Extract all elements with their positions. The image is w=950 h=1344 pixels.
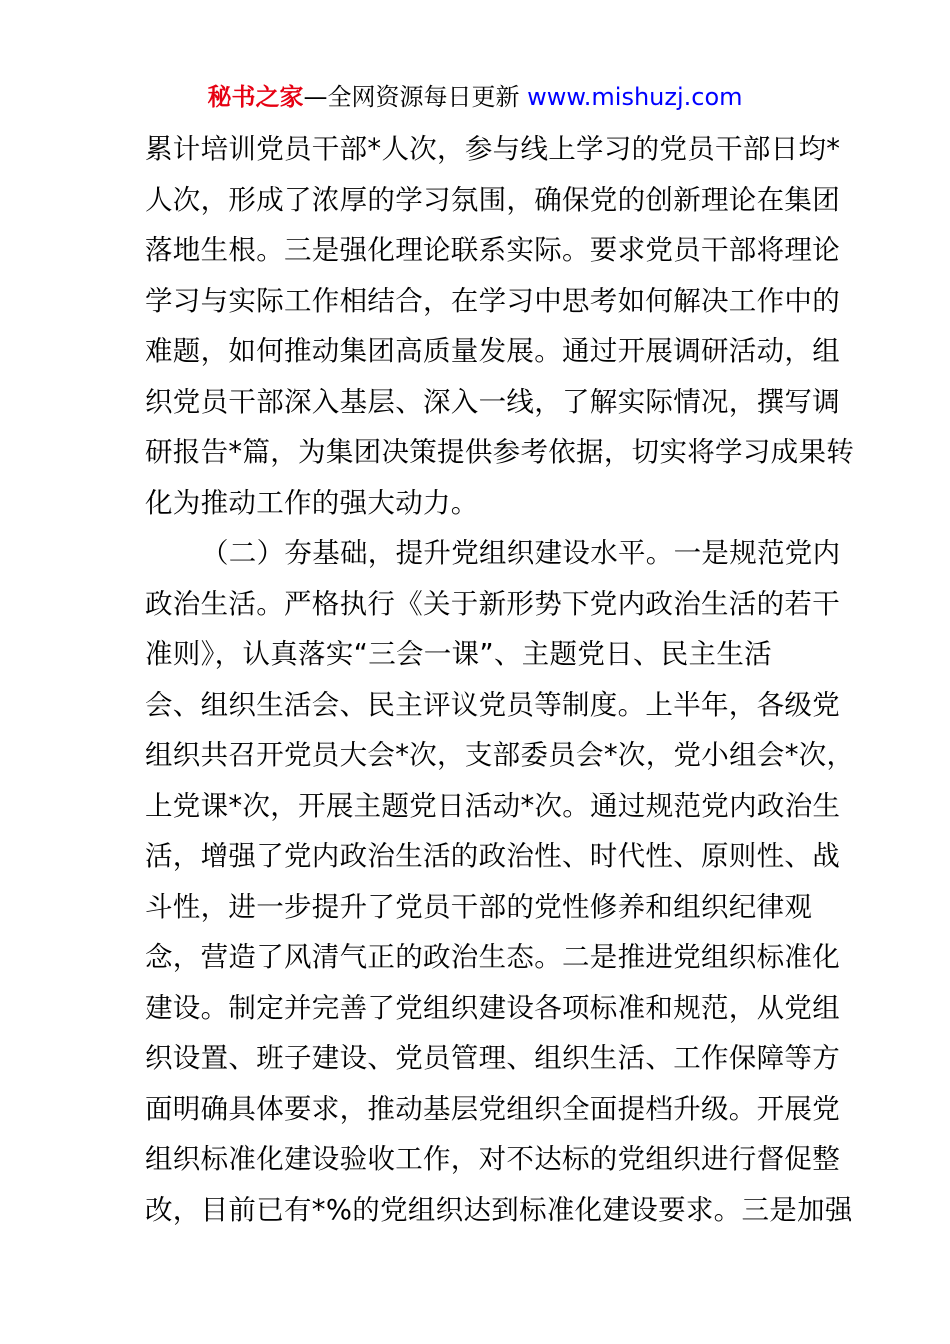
text-line: 面明确具体要求，推动基层党组织全面提档升级。开展党 — [145, 1092, 840, 1125]
site-tagline: —全网资源每日更新 — [303, 83, 520, 111]
text-line: 建设。制定并完善了党组织建设各项标准和规范，从党组 — [145, 991, 840, 1024]
site-brand: 秘书之家 — [207, 83, 304, 111]
text-line: 组织标准化建设验收工作，对不达标的党组织进行督促整 — [145, 1143, 840, 1175]
text-line: 累计培训党员干部*人次，参与线上学习的党员干部日均* — [145, 133, 841, 165]
text-line: 化为推动工作的强大动力。 — [145, 486, 479, 519]
text-line: 上党课*次，开展主题党日活动*次。通过规范党内政治生 — [145, 789, 841, 822]
text-line: 活，增强了党内政治生活的政治性、时代性、原则性、战 — [145, 840, 840, 872]
text-line: 准则》，认真落实“三会一课”、主题党日、民主生活 — [145, 638, 772, 670]
text-line: 组织共召开党员大会*次，支部委员会*次，党小组会*次， — [145, 739, 855, 771]
site-header — [0, 80, 950, 114]
text-line: 难题，如何推动集团高质量发展。通过开展调研活动，组 — [145, 335, 840, 367]
document-body — [145, 124, 855, 1235]
text-line: 念，营造了风清气正的政治生态。二是推进党组织标准化 — [145, 941, 840, 973]
text-line: 织设置、班子建设、党员管理、组织生活、工作保障等方 — [145, 1042, 840, 1074]
text-line: 人次，形成了浓厚的学习氛围，确保党的创新理论在集团 — [145, 183, 840, 216]
text-line: 斗性，进一步提升了党员干部的党性修养和组织纪律观 — [145, 890, 813, 923]
text-line: 落地生根。三是强化理论联系实际。要求党员干部将理论 — [145, 234, 840, 266]
site-url[interactable]: www.mishuzj.com — [519, 83, 743, 111]
section-heading-line: （二）夯基础，提升党组织建设水平。一是规范党内 — [201, 537, 841, 569]
text-line: 研报告*篇，为集团决策提供参考依据，切实将学习成果转 — [145, 436, 855, 468]
text-line: 织党员干部深入基层、深入一线，了解实际情况，撰写调 — [145, 385, 840, 418]
text-line: 政治生活。严格执行《关于新形势下党内政治生活的若干 — [145, 587, 840, 620]
text-line: 会、组织生活会、民主评议党员等制度。上半年，各级党 — [145, 688, 840, 721]
text-line: 改，目前已有*%的党组织达到标准化建设要求。三是加强 — [145, 1193, 853, 1226]
text-line: 学习与实际工作相结合，在学习中思考如何解决工作中的 — [145, 284, 840, 317]
